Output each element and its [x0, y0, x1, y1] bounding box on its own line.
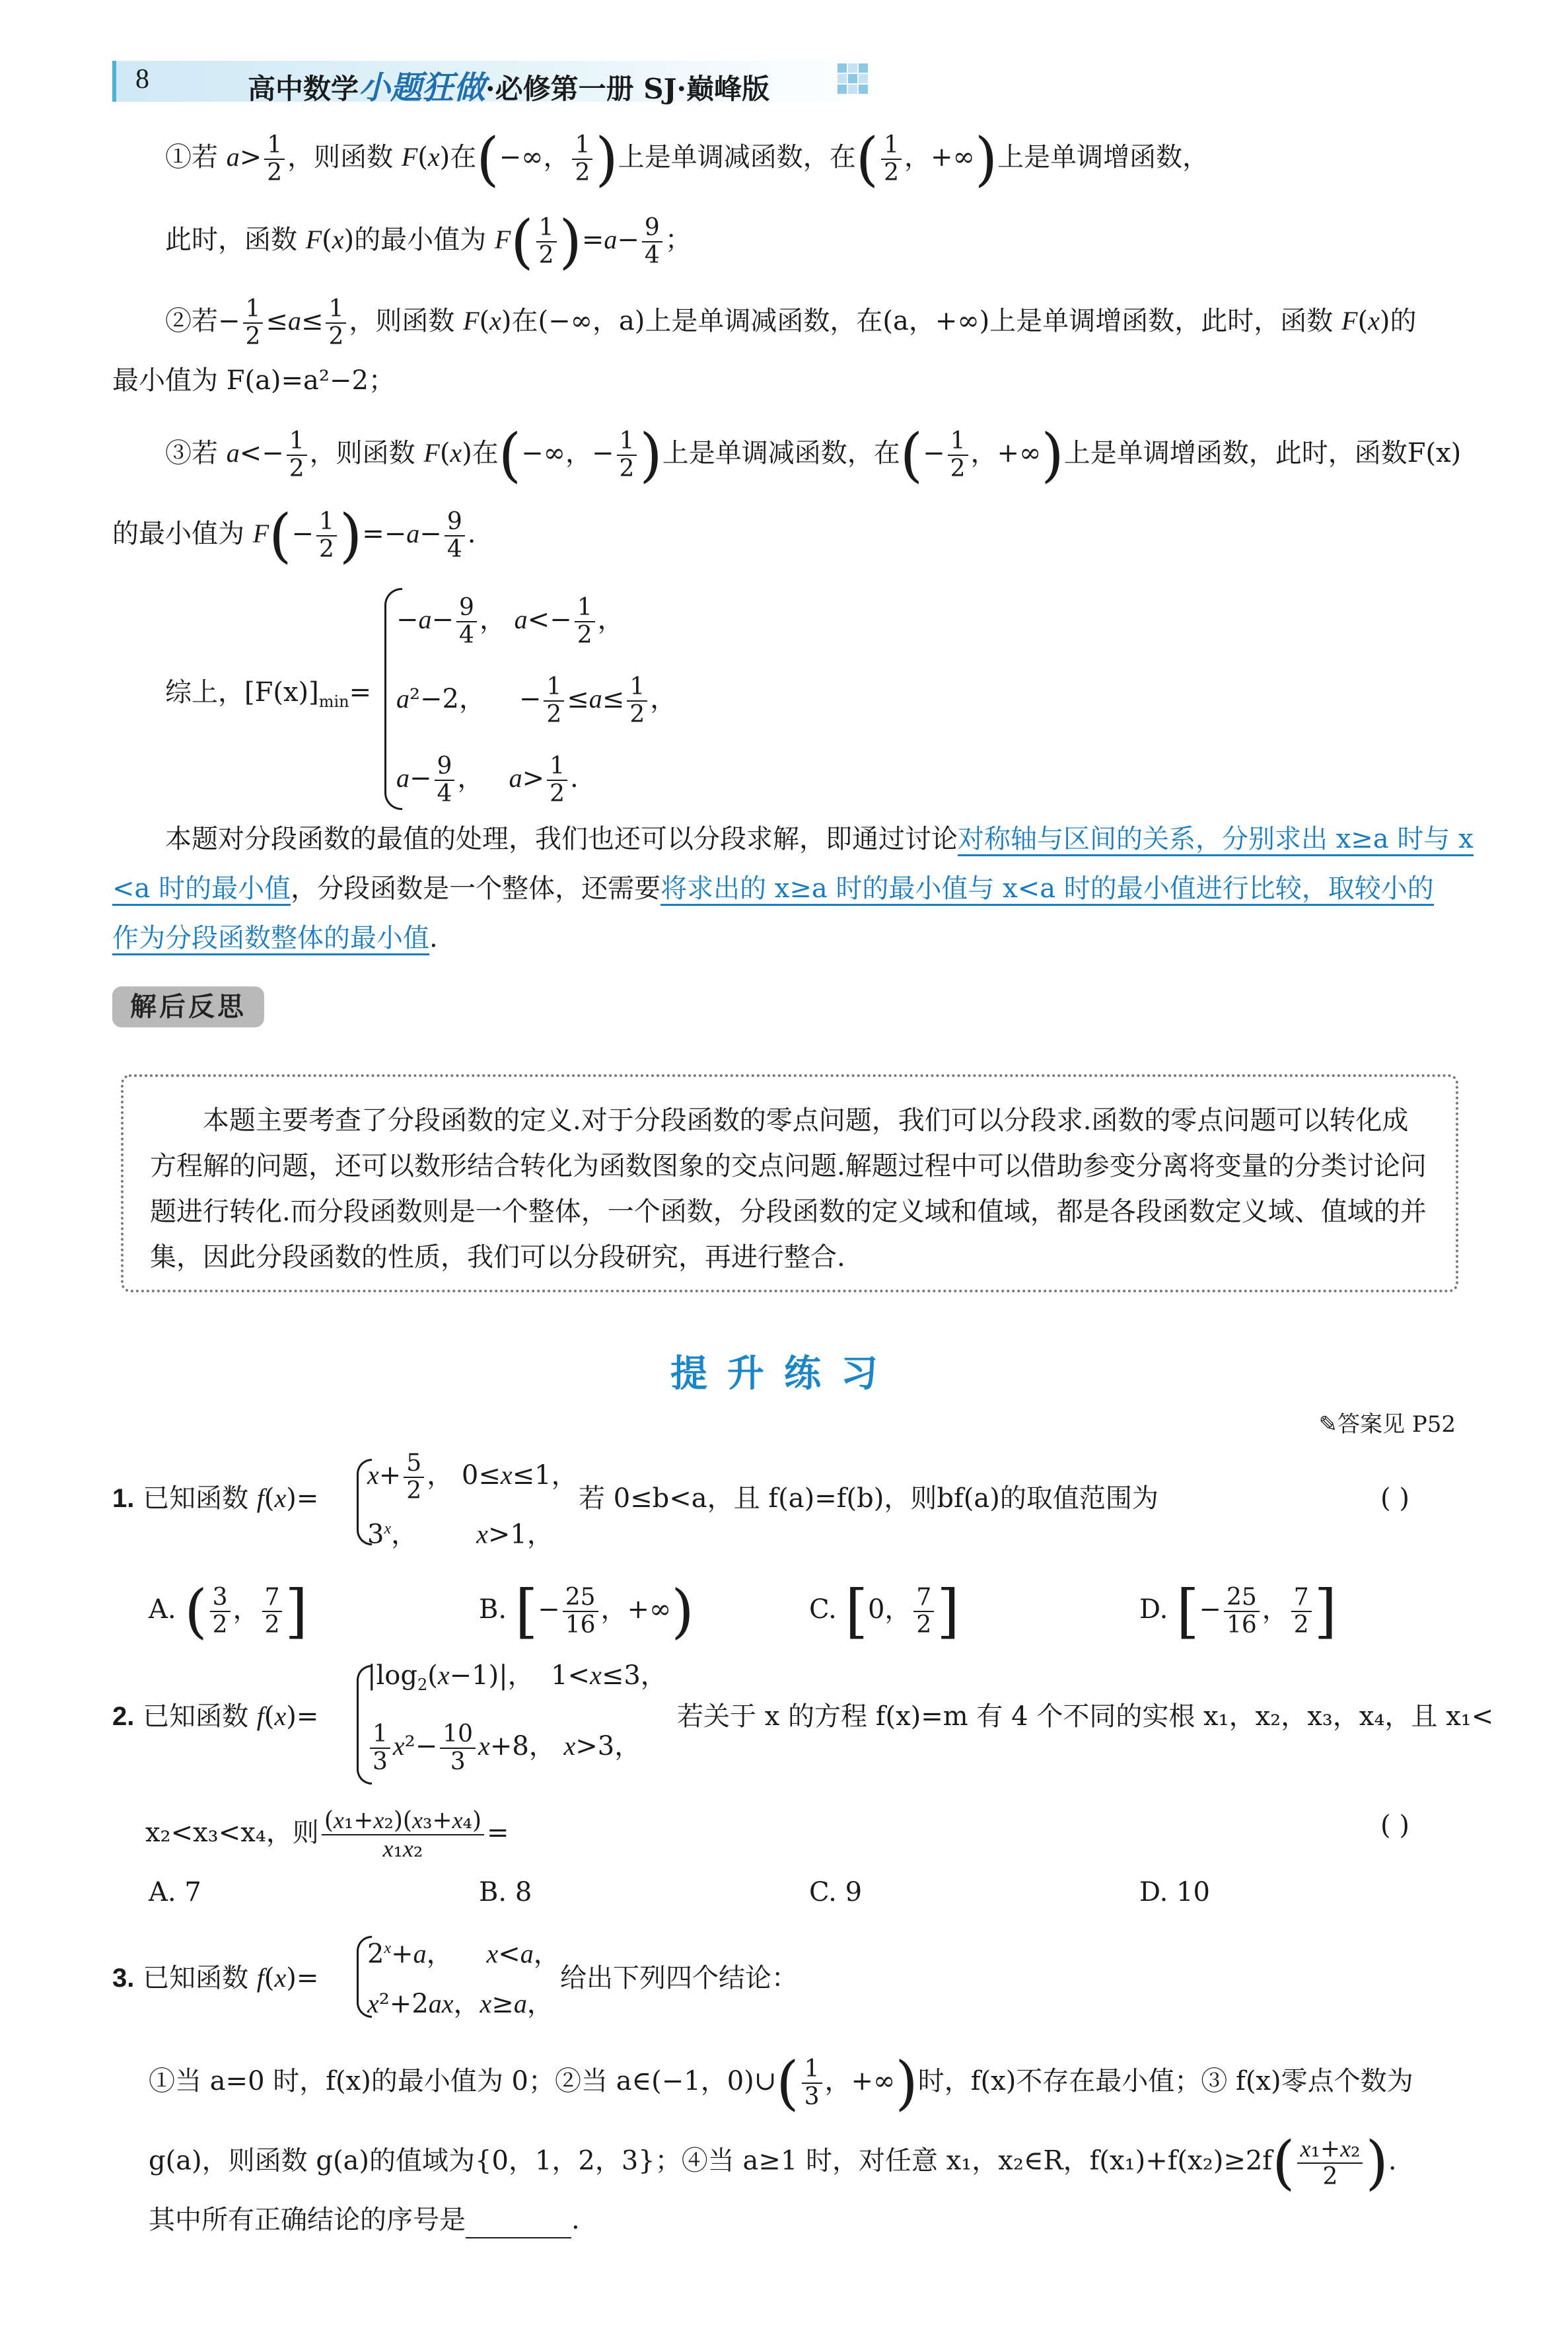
- header-edition: ·必修第一册 SJ·巅峰版: [485, 73, 770, 105]
- reflection-text: 本题主要考查了分段函数的定义.对于分段函数的零点问题，我们可以分段求.函数的零点问题可以转化成方程解的问题，还可以数形结合转化为函数图象的交点问题.解题过程中可以借助参变分离将变量的分类讨论问题进行转化.而分段函数则是一个整体，一个函数，分段函数的定义域和值域，都是各段函数定义域、值域的并集，因此分段函数的性质，我们可以分段研究，再进行整合.: [150, 1105, 1427, 1273]
- summary-label: 综上，$[F(x)]_{min}=$: [165, 677, 372, 711]
- case1-min-line: 此时，函数 F(x)的最小值为 F( $\frac{1}{2}$ )=a− $\frac{9}{4}$ ；: [165, 207, 692, 276]
- q1-case-2: 3$^x$， x>1，: [367, 1519, 553, 1550]
- q3-answer-blank[interactable]: [466, 2211, 571, 2238]
- q3-statements-line-2: g(a)，则函数 g(a)的值域为{0，1，2，3}；④当 a≥1 时，对任意 x₁，x₂∈R，f(x₁)+f(x₂)≥2f( $\frac{\text{x₁+x₂}}{2}$ ).: [149, 2128, 1397, 2197]
- note-highlight-2b: 作为分段函数整体的最小值: [112, 923, 429, 955]
- q2-option-a[interactable]: A. 7: [149, 1877, 201, 1907]
- q1-stem: 1. 已知函数 f(x)=: [112, 1483, 319, 1514]
- case2-min-line: 最小值为 F(a)=a²−2；: [112, 365, 395, 396]
- q2-option-b[interactable]: B. 8: [479, 1877, 532, 1907]
- summary-case-1: −a− $\frac{9}{4}$ ， a<− $\frac{1}{2}$ ，: [396, 594, 624, 649]
- page-number: 8: [135, 64, 149, 94]
- case3-line: ③若 a<− $\frac{1}{2}$ ，则函数 F(x)在(−∞，− $\frac{1}{2}$ )上是单调减函数，在(− $\frac{1}{2}$ ，+∞)上是单调增函数，此时，函数F(x): [165, 421, 1462, 489]
- case1-line: ①若 a> $\frac{1}{2}$ ，则函数 F(x)在(−∞， $\frac{1}{2}$ )上是单调减函数，在( $\frac{1}{2}$ ，+∞)上是单调增函数，: [165, 125, 1209, 193]
- q2-stem: 2. 已知函数 f(x)=: [112, 1701, 319, 1732]
- answer-reference: ✎答案见 P52: [1318, 1411, 1456, 1438]
- q1-option-a[interactable]: A. ( $\frac{3}{2}$ ， $\frac{7}{2}$ ]: [149, 1577, 308, 1645]
- case3-min-line: 的最小值为 F(− $\frac{1}{2}$ )=−a− $\frac{9}{4}$ .: [112, 501, 476, 570]
- note-highlight-1: 对称轴与区间的关系，分别求出 x≥a 时与 x: [958, 824, 1474, 856]
- q2-condition: 若关于 x 的方程 f(x)=m 有 4 个不同的实根 x₁，x₂，x₃，x₄，且 x₁<: [677, 1701, 1494, 1732]
- note-highlight-1b: <a 时的最小值: [112, 873, 291, 906]
- q2-option-c[interactable]: C. 9: [809, 1877, 863, 1907]
- q2-line-2: x₂<x₃<x₄，则 $\frac{\text{(x₁+x₂)(x₃+x₄)}}{\text{x₁x₂}}$ =: [145, 1807, 509, 1863]
- q1-condition: 若 0≤b<a，且 f(a)=f(b)，则bf(a)的取值范围为: [579, 1483, 1158, 1514]
- q3-stem: 3. 已知函数 f(x)=: [112, 1963, 319, 1993]
- note-highlight-2: 将求出的 x≥a 时的最小值与 x<a 时的最小值进行比较，取较小的: [660, 873, 1434, 906]
- page-header-title: [248, 62, 769, 108]
- summary-case-3: a− $\frac{9}{4}$ ， a> $\frac{1}{2}$ .: [396, 753, 579, 807]
- note-line-2: <a 时的最小值，分段函数是一个整体，还需要将求出的 x≥a 时的最小值与 x<a 时的最小值进行比较，取较小的: [112, 870, 1434, 907]
- q2-number: 2.: [112, 1702, 135, 1731]
- q2-option-d[interactable]: D. 10: [1139, 1877, 1210, 1907]
- q3-case-2: x²+2ax，x≥a，: [367, 1989, 553, 2019]
- q1-case-1: x+ $\frac{5}{2}$ ， 0≤x≤1，: [367, 1450, 578, 1504]
- note-line-1: 本题对分段函数的最值的处理，我们也还可以分段求解，即通过讨论对称轴与区间的关系，分别求出 x≥a 时与 x: [165, 821, 1474, 858]
- pencil-icon: ✎: [1318, 1411, 1338, 1438]
- reflection-tag: 解后反思: [112, 986, 264, 1027]
- header-brand: 小题狂做: [359, 69, 486, 106]
- q2-case-2: $\frac{1}{3}$ x²− $\frac{10}{3}$ x+8， x>3，: [367, 1721, 641, 1775]
- header-subject: 高中数学: [248, 73, 359, 105]
- q1-number: 1.: [112, 1484, 135, 1513]
- q3-condition: 给出下列四个结论：: [560, 1963, 798, 1993]
- section-title: 提升练习: [670, 1352, 898, 1395]
- reflection-box: [121, 1074, 1458, 1292]
- q3-case-1: $2^x+a$， x<a，: [367, 1938, 560, 1970]
- q3-statements-line-1: ①当 a=0 时，f(x)的最小值为 0；②当 a∈(−1，0)∪( $\frac{1}{3}$ ，+∞)时，f(x)不存在最小值；③ f(x)零点个数为: [149, 2049, 1413, 2117]
- q1-option-b[interactable]: B. [− $\frac{25}{16}$ ，+∞): [479, 1577, 694, 1645]
- case2-line: ②若− $\frac{1}{2}$ ≤a≤ $\frac{1}{2}$ ，则函数 F(x)在(−∞，a)上是单调减函数，在(a，+∞)上是单调增函数，此时，函数 F(x)的: [165, 295, 1417, 350]
- q2-answer-paren: ( ): [1380, 1810, 1409, 1841]
- q1-option-d[interactable]: D. [− $\frac{25}{16}$ ， $\frac{7}{2}$ ]: [1139, 1577, 1337, 1645]
- q1-option-c[interactable]: C. [0， $\frac{7}{2}$ ]: [809, 1577, 960, 1645]
- summary-case-2: a²−2， − $\frac{1}{2}$ ≤a≤ $\frac{1}{2}$ ，: [396, 673, 677, 728]
- note-line-3: 作为分段函数整体的最小值.: [112, 920, 438, 957]
- q2-case-1: $|\log_2(x-1)|$， 1<x≤3，: [367, 1660, 667, 1694]
- q1-answer-paren: ( ): [1380, 1483, 1409, 1514]
- q3-answer-line: 其中所有正确结论的序号是 .: [149, 2201, 580, 2238]
- q3-number: 3.: [112, 1964, 135, 1993]
- header-decoration-icon: [837, 63, 877, 103]
